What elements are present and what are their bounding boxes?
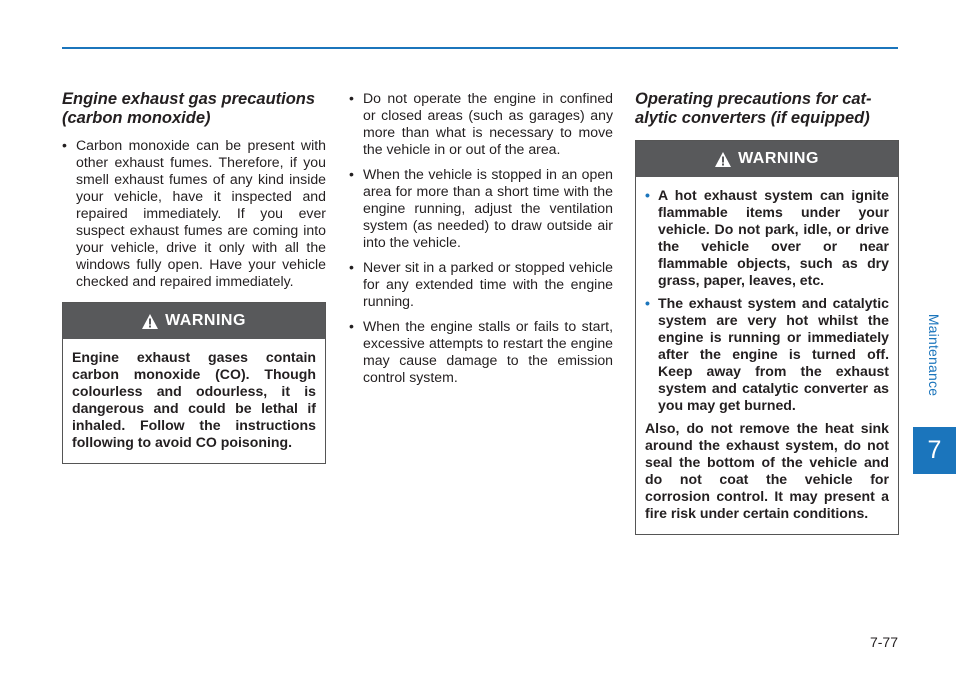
warning-triangle-icon [715, 152, 731, 167]
chapter-name: Maintenance [926, 313, 942, 397]
header-rule [62, 47, 898, 49]
warning-triangle-icon [142, 314, 158, 329]
bullet-item: • Never sit in a parked or stopped vehicle for any extended time with the engine running. [349, 259, 613, 310]
column-2 [349, 90, 613, 394]
warning-box-co [62, 302, 326, 464]
warning-box-catalytic [635, 140, 899, 535]
page-number: 7-77 [869, 634, 898, 650]
warning-bullet-item: • A hot exhaust system can ignite flammable items under your vehicle. Do not park, idle, or drive the vehicle over or near flammable objects, such as dry grass, paper, leaves, etc. [645, 187, 889, 289]
warning-continuation-text: Also, do not remove the heat sink around the exhaust system, do not seal the bottom of the vehicle and do not coat the vehicle for corrosion control. It may present a fire risk under certain conditions. [645, 420, 889, 521]
exhaust-gas-bullet-list-continued [349, 90, 613, 386]
column-3 [635, 90, 899, 535]
column-1 [62, 90, 326, 464]
warning-header [636, 141, 898, 177]
warning-text: Engine exhaust gases contain carbon monoxide (CO). Though colourless and odourless, it is dangerous and could be lethal if inhaled. Follow the instructions following to avoid CO poisoning. [72, 349, 316, 450]
chapter-number: 7 [927, 436, 942, 464]
chapter-number-tab [913, 427, 956, 474]
chapter-side-label [916, 280, 952, 430]
section-heading-catalytic-converter: Operating precautions for cat- alytic converters (if equipped) [635, 90, 872, 127]
bullet-item: • When the engine stalls or fails to start, excessive attempts to restart the engine may cause damage to the emission control system. [349, 318, 613, 386]
warning-title: WARNING [738, 150, 819, 167]
bullet-item: • Do not operate the engine in confined or closed areas (such as garages) any more than what is necessary to move the vehicle in or out of the area. [349, 90, 613, 158]
bullet-item: • When the vehicle is stopped in an open area for more than a short time with the engine running, adjust the ventilation system (as needed) to draw outside air into the vehicle. [349, 166, 613, 251]
bullet-item: • Carbon monoxide can be present with other exhaust fumes. Therefore, if you smell exhaust fumes of any kind inside your vehicle, have it inspected and repaired immediately. If you ever suspect exhaust fumes are coming into your vehicle, drive it only with all the windows fully open. Have your vehicle checked and repaired immediately. [62, 137, 326, 290]
section-heading-exhaust-gas: Engine exhaust gas precautions (carbon monoxide) [62, 90, 316, 127]
warning-bullet-item: • The exhaust system and catalytic system are very hot whilst the engine is running or immediately after the engine is turned off. Keep away from the exhaust system and catalytic converter as you may get burned. [645, 295, 889, 414]
exhaust-gas-bullet-list [62, 137, 326, 290]
warning-header [63, 303, 325, 339]
warning-body [636, 177, 898, 534]
warning-bullet-list [645, 187, 889, 414]
warning-body [63, 339, 325, 463]
warning-title: WARNING [165, 312, 246, 329]
